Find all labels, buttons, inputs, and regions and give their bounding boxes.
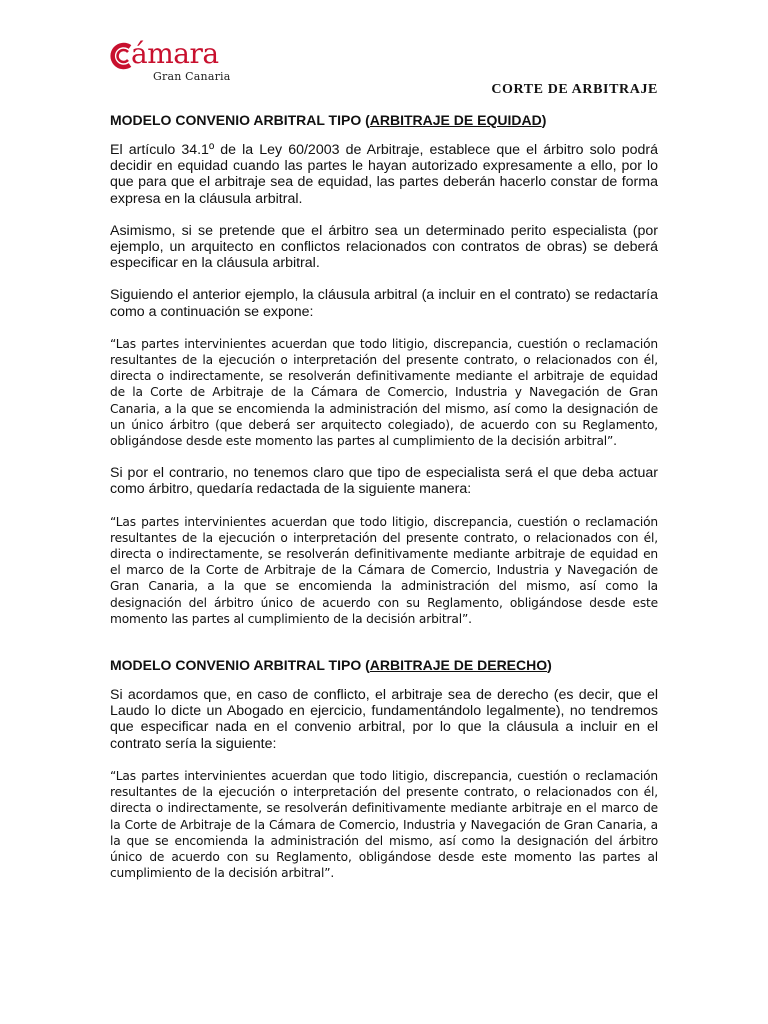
document-body bbox=[110, 112, 658, 881]
camara-logo bbox=[108, 36, 248, 86]
title-prefix: MODELO CONVENIO ARBITRAL TIPO ( bbox=[110, 112, 370, 128]
paragraph: Si acordamos que, en caso de conflicto, el arbitraje sea de derecho (es decir, que el Laudo lo dicte un Abogado en ejercicio, fundamentándolo legalmente), no tendremos que especificar nada en el convenio arbitral, por lo que la cláusula a incluir en el contrato sería la siguiente: bbox=[110, 687, 658, 752]
title-suffix: ) bbox=[547, 657, 552, 674]
title-underlined: ARBITRAJE DE DERECHO bbox=[369, 657, 548, 674]
clause-quote: “Las partes intervinientes acuerdan que todo litigio, discrepancia, cuestión o reclamación resultantes de la ejecución o interpretación del presente contrato, o relacionados con él, directa o indirectamente, se resolverán definitivamente mediante arbitraje de equidad en el marco de la Corte de Arbitraje de la Cámara de Comercio, Industria y Navegación de Gran Canaria, a la que se encomienda la administración del mismo, así como la designación del árbitro único de acuerdo con su Reglamento, obligándose desde este momento las partes al cumplimiento de la decisión arbitral”. bbox=[110, 514, 658, 626]
title-suffix: ) bbox=[541, 112, 547, 128]
header-corte: CORTE DE ARBITRAJE bbox=[491, 82, 658, 97]
section-title-derecho bbox=[110, 657, 658, 673]
paragraph: Asimismo, si se pretende que el árbitro sea un determinado perito especialista (por ejemplo, un arquitecto en conflictos relacionados con contratos de obras) se deberá especificar en la cláusula arbitral. bbox=[110, 222, 658, 272]
paragraph: Siguiendo el anterior ejemplo, la cláusula arbitral (a incluir en el contrato) se redactaría como a continuación se expone: bbox=[110, 287, 658, 320]
paragraph: El artículo 34.1º de la Ley 60/2003 de Arbitraje, establece que el árbitro solo podrá decidir en equidad cuando las partes le hayan autorizado expresamente a ello, por lo que para que el arbitraje sea de equidad, las partes deberán hacerlo constar de forma expresa en la cláusula arbitral. bbox=[110, 142, 658, 207]
title-prefix: MODELO CONVENIO ARBITRAL TIPO ( bbox=[110, 657, 370, 674]
clause-quote: “Las partes intervinientes acuerdan que todo litigio, discrepancia, cuestión o reclamación resultantes de la ejecución o interpretación del presente contrato, o relacionados con él, directa o indirectamente, se resolverán definitivamente mediante arbitraje en el marco de la Corte de Arbitraje de la Cámara de Comercio, Industria y Navegación de Gran Canaria, a la que se encomienda la administración del mismo, así como la designación del árbitro único de acuerdo con su Reglamento, obligándose desde este momento las partes al cumplimiento de la decisión arbitral”. bbox=[110, 768, 658, 881]
section-title-equidad bbox=[110, 112, 658, 128]
logo-wordmark: ámara bbox=[131, 37, 219, 70]
paragraph: Si por el contrario, no tenemos claro que tipo de especialista será el que deba actuar como árbitro, quedaría redactada de la siguiente manera: bbox=[110, 465, 658, 498]
logo-subtitle: Gran Canaria bbox=[153, 70, 231, 83]
clause-quote: “Las partes intervinientes acuerdan que todo litigio, discrepancia, cuestión o reclamación resultantes de la ejecución o interpretación del presente contrato, o relacionados con él, directa o indirectamente, se resolverán definitivamente mediante el arbitraje de equidad de la Corte de Arbitraje de la Cámara de Comercio, Industria y Navegación de Gran Canaria, a la que se encomienda la administración del mismo, así como la designación de un único árbitro (que deberá ser arquitecto colegiado), de acuerdo con su Reglamento, obligándose desde este momento las partes al cumplimiento de la decisión arbitral”. bbox=[110, 336, 658, 449]
title-underlined: ARBITRAJE DE EQUIDAD bbox=[369, 112, 542, 128]
